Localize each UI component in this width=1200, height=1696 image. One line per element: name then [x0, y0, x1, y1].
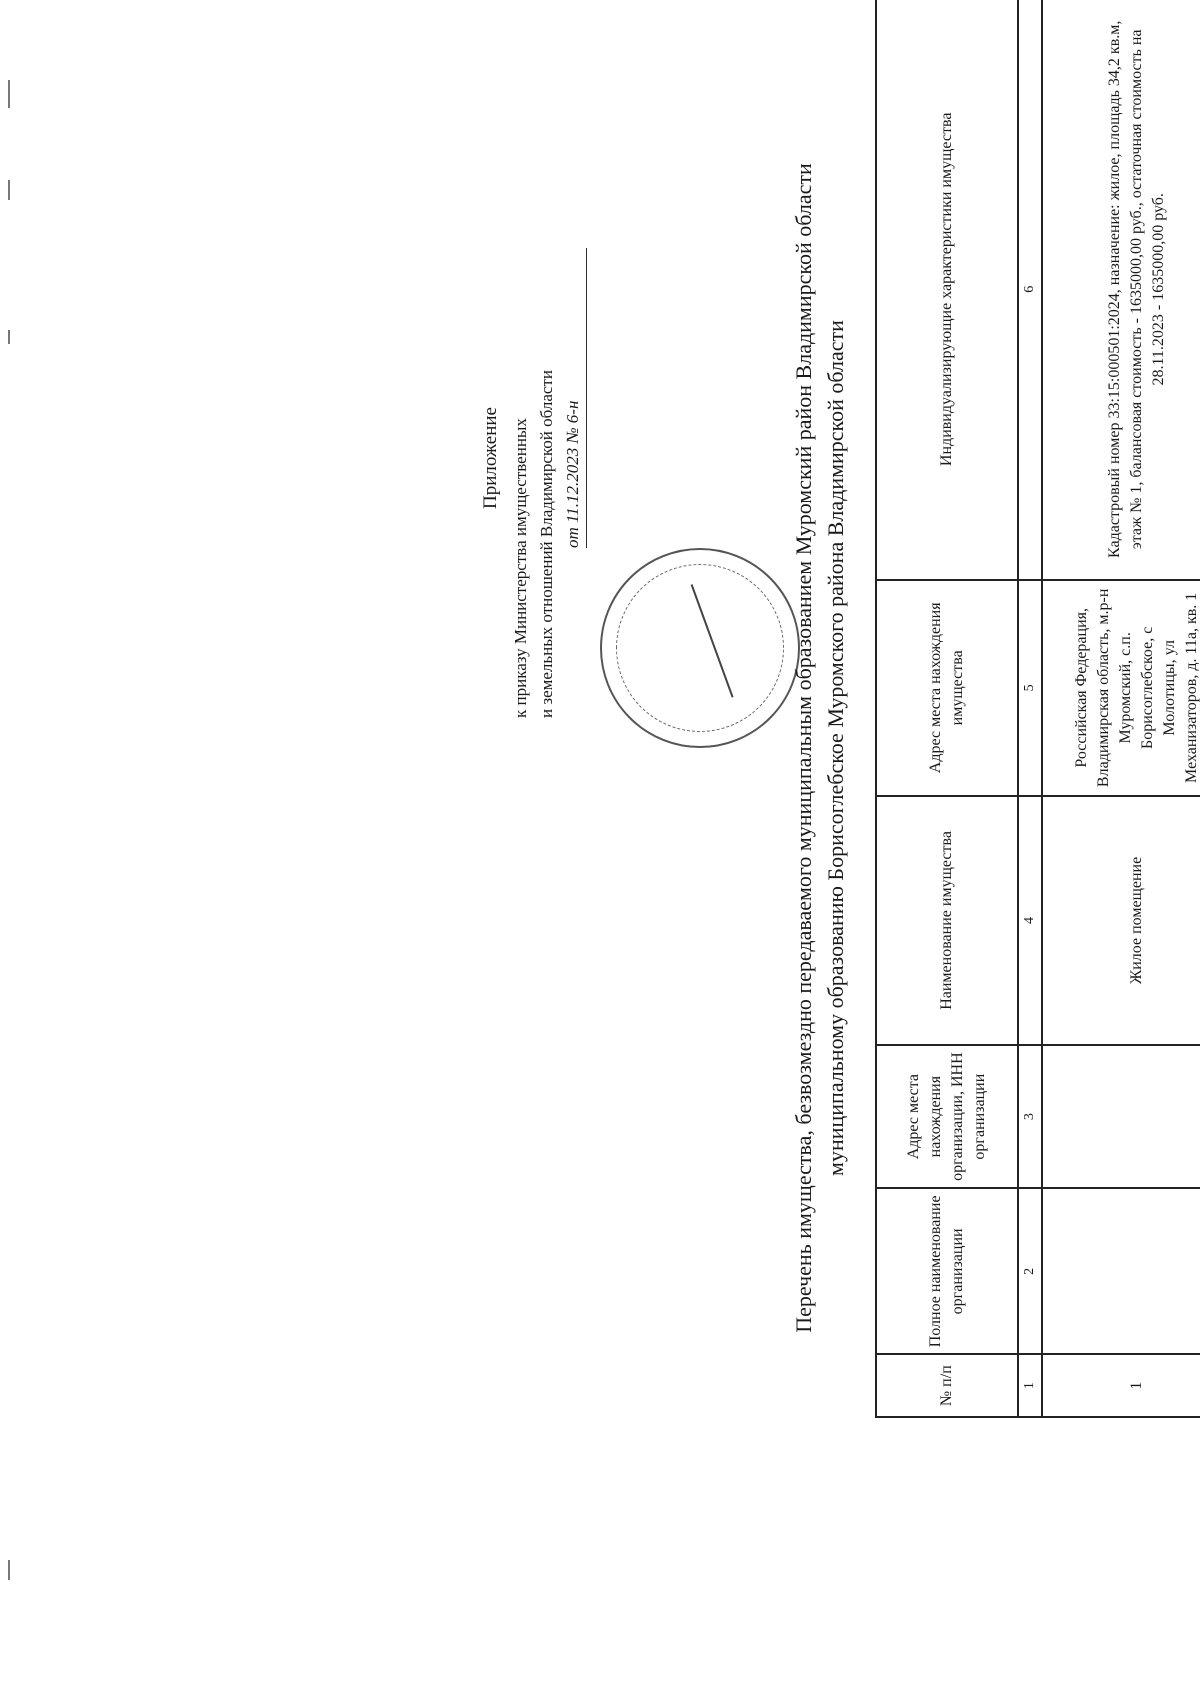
header-characteristics: Индивидуализирующие характеристики имущества	[876, 0, 1018, 580]
cell-org-address	[1042, 1045, 1200, 1189]
cell-property-name: Жилое помещение	[1042, 796, 1200, 1045]
header-org-address: Адрес места нахождения организации, ИНН организации	[876, 1045, 1018, 1189]
header-property-name: Наименование имущества	[876, 796, 1018, 1045]
scan-edge-mark	[8, 330, 10, 344]
cell-characteristics: Кадастровый номер 33:15:000501:2024, назначение: жилое, площадь 34,2 кв.м, этаж № 1, балансовая стоимость - 1635000,00 руб., остаточная стоимость на 28.11.2023 - 1635000,00 руб.	[1042, 0, 1200, 580]
header-property-address: Адрес места нахождения имущества	[876, 580, 1018, 796]
cell-property-address: Российская Федерация, Владимирская область, м.р-н Муромский, с.п. Борисоглебское, с Молотицы, ул Механизаторов, д. 11а, кв. 1	[1042, 580, 1200, 796]
column-number: 2	[1018, 1188, 1042, 1354]
table-row	[1042, 0, 1200, 1417]
document-title-line-2: муниципальному образованию Борисоглебское Муромского района Владимирской области	[823, 320, 848, 1176]
appendix-header	[478, 198, 587, 718]
header-org-name: Полное наименование организации	[876, 1188, 1018, 1354]
column-number: 1	[1018, 1354, 1042, 1417]
appendix-order-date: от 11.12.2023 № 6-н	[560, 248, 587, 548]
column-number: 5	[1018, 580, 1042, 796]
cell-num: 1	[1042, 1354, 1200, 1417]
column-number: 3	[1018, 1045, 1042, 1189]
header-num: № п/п	[876, 1354, 1018, 1417]
official-seal	[600, 548, 800, 748]
document-title-line-1: Перечень имущества, безвозмездно передаваемого муниципальным образованием Муромский район Владимирской области	[791, 163, 816, 1333]
appendix-title: Приложение	[480, 407, 501, 509]
scan-edge-mark	[8, 80, 10, 108]
column-number: 4	[1018, 796, 1042, 1045]
appendix-line-2: и земельных отношений Владимирской области	[537, 370, 556, 718]
scan-edge-mark	[8, 1560, 10, 1580]
table-header-row	[876, 0, 1018, 1417]
rotated-page	[430, 20, 1200, 1448]
column-number-row	[1018, 0, 1042, 1417]
appendix-line-1: к приказу Министерства имущественных	[511, 418, 530, 718]
cell-org-name	[1042, 1188, 1200, 1354]
document-title	[788, 48, 852, 1448]
property-table	[875, 0, 1200, 1418]
column-number: 6	[1018, 0, 1042, 580]
scan-edge-mark	[8, 180, 10, 200]
